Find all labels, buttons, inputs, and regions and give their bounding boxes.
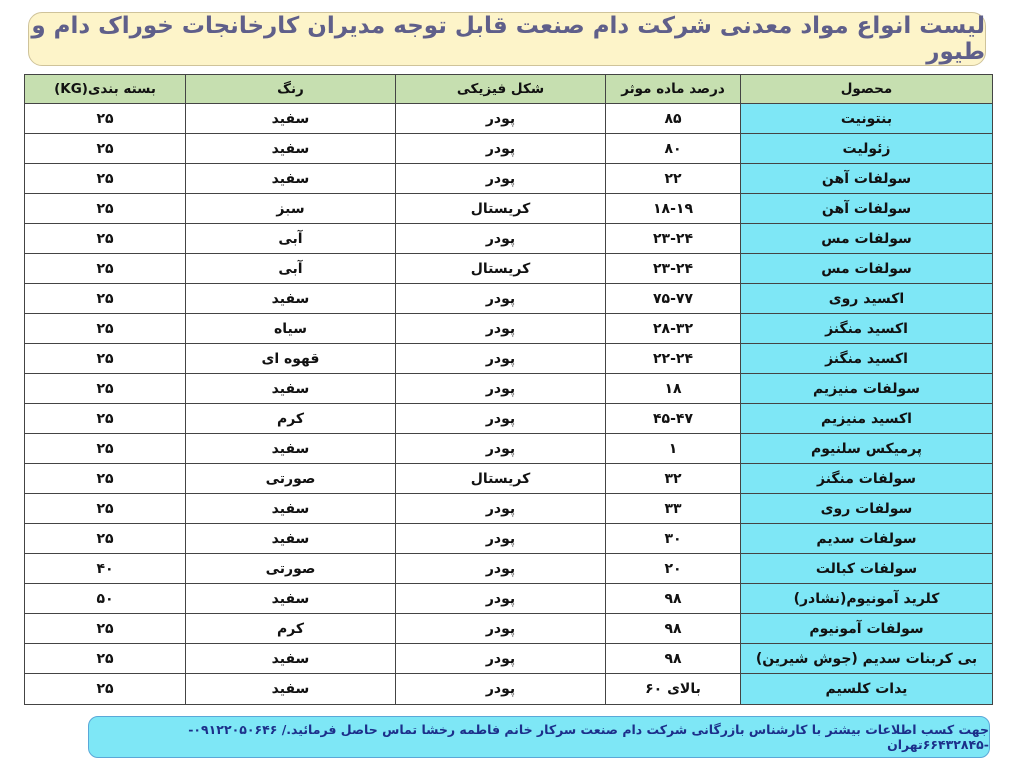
active-percent-cell: ۸۵	[606, 104, 741, 134]
color-cell: سفید	[186, 674, 396, 705]
active-percent-cell: ۳۰	[606, 524, 741, 554]
physical-form-cell: پودر	[396, 524, 606, 554]
active-percent-cell: ۹۸	[606, 644, 741, 674]
table-row	[25, 494, 993, 524]
active-percent-cell: ۲۳-۲۴	[606, 254, 741, 284]
minerals-table	[24, 74, 993, 705]
product-cell: کلرید آمونیوم(نشادر)	[741, 584, 993, 614]
color-cell: سفید	[186, 374, 396, 404]
packaging-cell: ۲۵	[25, 494, 186, 524]
product-cell: سولفات منیزیم	[741, 374, 993, 404]
physical-form-cell: پودر	[396, 494, 606, 524]
header-product: محصول	[741, 75, 993, 104]
physical-form-cell: پودر	[396, 374, 606, 404]
active-percent-cell: ۲۰	[606, 554, 741, 584]
product-cell: سولفات روی	[741, 494, 993, 524]
packaging-cell: ۲۵	[25, 194, 186, 224]
title-banner	[28, 12, 986, 66]
active-percent-cell: ۸۰	[606, 134, 741, 164]
active-percent-cell: ۳۲	[606, 464, 741, 494]
packaging-cell: ۲۵	[25, 224, 186, 254]
color-cell: صورتی	[186, 554, 396, 584]
physical-form-cell: پودر	[396, 674, 606, 705]
packaging-cell: ۲۵	[25, 524, 186, 554]
color-cell: سفید	[186, 284, 396, 314]
physical-form-cell: پودر	[396, 434, 606, 464]
product-cell: سولفات آهن	[741, 164, 993, 194]
packaging-cell: ۲۵	[25, 164, 186, 194]
active-percent-cell: ۱	[606, 434, 741, 464]
packaging-cell: ۲۵	[25, 284, 186, 314]
product-cell: سولفات منگنز	[741, 464, 993, 494]
physical-form-cell: پودر	[396, 644, 606, 674]
table-row	[25, 674, 993, 705]
packaging-cell: ۴۰	[25, 554, 186, 584]
table-row	[25, 374, 993, 404]
product-cell: سولفات آهن	[741, 194, 993, 224]
table-row	[25, 284, 993, 314]
color-cell: سفید	[186, 104, 396, 134]
physical-form-cell: پودر	[396, 584, 606, 614]
product-cell: بنتونیت	[741, 104, 993, 134]
product-cell: پرمیکس سلنیوم	[741, 434, 993, 464]
active-percent-cell: ۴۵-۴۷	[606, 404, 741, 434]
color-cell: سبز	[186, 194, 396, 224]
packaging-cell: ۲۵	[25, 134, 186, 164]
color-cell: سفید	[186, 164, 396, 194]
table-row	[25, 584, 993, 614]
physical-form-cell: پودر	[396, 554, 606, 584]
product-cell: اکسید روی	[741, 284, 993, 314]
header-physical-form: شکل فیزیکی	[396, 75, 606, 104]
contact-footer	[88, 716, 990, 758]
product-cell: اکسید منیزیم	[741, 404, 993, 434]
packaging-cell: ۲۵	[25, 464, 186, 494]
packaging-cell: ۲۵	[25, 404, 186, 434]
color-cell: کرم	[186, 404, 396, 434]
active-percent-cell: ۹۸	[606, 614, 741, 644]
table-header-row	[25, 75, 993, 104]
color-cell: سیاه	[186, 314, 396, 344]
table-row	[25, 104, 993, 134]
product-cell: سولفات مس	[741, 224, 993, 254]
header-packaging: بسته بندی(KG)	[25, 75, 186, 104]
packaging-cell: ۵۰	[25, 584, 186, 614]
color-cell: صورتی	[186, 464, 396, 494]
packaging-cell: ۲۵	[25, 314, 186, 344]
physical-form-cell: پودر	[396, 344, 606, 374]
table-row	[25, 434, 993, 464]
product-cell: سولفات سدیم	[741, 524, 993, 554]
physical-form-cell: پودر	[396, 224, 606, 254]
product-cell: بی کربنات سدیم (جوش شیرین)	[741, 644, 993, 674]
product-cell: اکسید منگنز	[741, 314, 993, 344]
product-cell: یدات کلسیم	[741, 674, 993, 705]
color-cell: قهوه ای	[186, 344, 396, 374]
table-row	[25, 644, 993, 674]
active-percent-cell: بالای ۶۰	[606, 674, 741, 705]
physical-form-cell: پودر	[396, 284, 606, 314]
contact-text: جهت کسب اطلاعات بیشتر با کارشناس بازرگانی شرکت دام صنعت سرکار خانم فاطمه رخشا تماس حاصل فرمائید./ ۰۹۱۲۲۰۵۰۶۴۶--۶۶۴۳۲۸۴۵تهران	[188, 722, 989, 752]
packaging-cell: ۲۵	[25, 644, 186, 674]
packaging-cell: ۲۵	[25, 434, 186, 464]
packaging-cell: ۲۵	[25, 104, 186, 134]
table-row	[25, 344, 993, 374]
table-row	[25, 224, 993, 254]
product-cell: سولفات کبالت	[741, 554, 993, 584]
physical-form-cell: پودر	[396, 104, 606, 134]
physical-form-cell: پودر	[396, 314, 606, 344]
product-cell: سولفات آمونیوم	[741, 614, 993, 644]
active-percent-cell: ۳۳	[606, 494, 741, 524]
header-active-percent: درصد ماده موثر	[606, 75, 741, 104]
physical-form-cell: پودر	[396, 134, 606, 164]
table-row	[25, 524, 993, 554]
table-row	[25, 614, 993, 644]
table-row	[25, 404, 993, 434]
packaging-cell: ۲۵	[25, 614, 186, 644]
table-row	[25, 464, 993, 494]
color-cell: کرم	[186, 614, 396, 644]
physical-form-cell: پودر	[396, 404, 606, 434]
active-percent-cell: ۲۲-۲۴	[606, 344, 741, 374]
header-color: رنگ	[186, 75, 396, 104]
color-cell: سفید	[186, 134, 396, 164]
product-cell: زئولیت	[741, 134, 993, 164]
color-cell: آبی	[186, 224, 396, 254]
table-row	[25, 134, 993, 164]
product-cell: اکسید منگنز	[741, 344, 993, 374]
physical-form-cell: پودر	[396, 614, 606, 644]
physical-form-cell: کریستال	[396, 194, 606, 224]
active-percent-cell: ۲۳-۲۴	[606, 224, 741, 254]
color-cell: سفید	[186, 584, 396, 614]
color-cell: سفید	[186, 644, 396, 674]
active-percent-cell: ۱۸-۱۹	[606, 194, 741, 224]
page-title: لیست انواع مواد معدنی شرکت دام صنعت قابل توجه مدیران کارخانجات خوراک دام و طیور	[31, 13, 985, 65]
table-row	[25, 314, 993, 344]
color-cell: آبی	[186, 254, 396, 284]
physical-form-cell: پودر	[396, 164, 606, 194]
table-row	[25, 254, 993, 284]
product-cell: سولفات مس	[741, 254, 993, 284]
packaging-cell: ۲۵	[25, 344, 186, 374]
active-percent-cell: ۲۸-۳۲	[606, 314, 741, 344]
active-percent-cell: ۷۵-۷۷	[606, 284, 741, 314]
physical-form-cell: کریستال	[396, 464, 606, 494]
table-row	[25, 164, 993, 194]
table-row	[25, 194, 993, 224]
packaging-cell: ۲۵	[25, 674, 186, 705]
packaging-cell: ۲۵	[25, 254, 186, 284]
color-cell: سفید	[186, 434, 396, 464]
physical-form-cell: کریستال	[396, 254, 606, 284]
active-percent-cell: ۱۸	[606, 374, 741, 404]
table-row	[25, 554, 993, 584]
active-percent-cell: ۲۲	[606, 164, 741, 194]
color-cell: سفید	[186, 494, 396, 524]
color-cell: سفید	[186, 524, 396, 554]
packaging-cell: ۲۵	[25, 374, 186, 404]
active-percent-cell: ۹۸	[606, 584, 741, 614]
